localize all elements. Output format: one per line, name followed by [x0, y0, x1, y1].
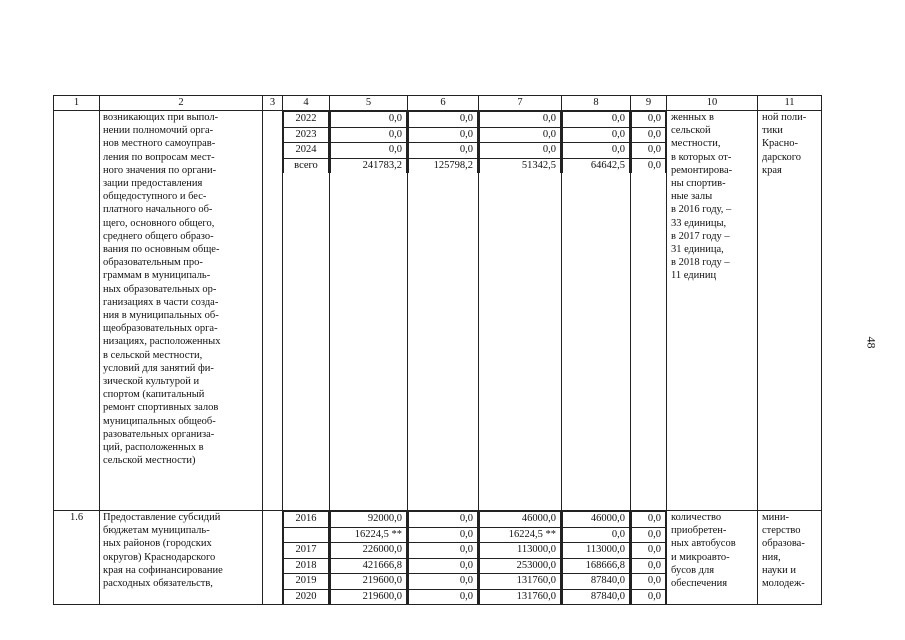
description-line: расходных обязательств,	[103, 578, 213, 590]
description-line: сельской местности)	[103, 455, 196, 467]
executor-line: Красно-	[762, 138, 798, 150]
amount-value: 0,0	[563, 127, 630, 143]
amount-value: 0,0	[563, 527, 630, 543]
result-line: обеспечения	[671, 578, 728, 590]
description-line: бюджетам муниципаль-	[103, 525, 210, 537]
executor-line: дарского	[762, 151, 802, 163]
result-cell	[667, 511, 758, 605]
description-line: нении полномочий орга-	[103, 125, 214, 137]
table-row	[54, 511, 822, 605]
row-number-cell: 1.6	[54, 511, 100, 605]
year-cell	[283, 111, 330, 511]
amount-value: 16224,5 **	[480, 527, 561, 543]
result-line: и микроавто-	[671, 551, 730, 563]
col7-subtable	[479, 511, 561, 604]
col9-cell	[631, 511, 667, 605]
description-line: условий для занятий фи-	[103, 362, 214, 374]
amount-value: 113000,0	[563, 543, 630, 559]
description-line: муниципальных общеоб-	[103, 415, 216, 427]
header-cell: 4	[283, 96, 330, 111]
amount-value: 226000,0	[331, 543, 407, 559]
amount-value: 0,0	[409, 543, 478, 559]
amount-value: 0,0	[563, 143, 630, 159]
amount-value: 0,0	[632, 127, 666, 143]
page-number: 48	[864, 336, 879, 349]
col9-subtable	[631, 511, 666, 604]
description-line: возникающих при выпол-	[103, 112, 219, 123]
result-line: в 2018 году –	[671, 257, 730, 269]
amount-value: 0,0	[409, 589, 478, 604]
result-cell	[667, 111, 758, 511]
result-line: сельской	[671, 125, 711, 137]
result-line: местности,	[671, 138, 721, 150]
description-line: спортом (капитальный	[103, 389, 205, 401]
description-line: граммам в муниципаль-	[103, 270, 211, 282]
executor-cell	[758, 111, 822, 511]
col9-cell	[631, 111, 667, 511]
description-line: ций, расположенных в	[103, 442, 204, 454]
description-line: платного начального об-	[103, 204, 213, 216]
result-line: женных в	[671, 112, 714, 123]
executor-line: ной поли-	[762, 112, 807, 123]
amount-value: 131760,0	[480, 589, 561, 604]
header-cell: 2	[100, 96, 263, 111]
result-line: в которых от-	[671, 151, 732, 163]
amount-value: 0,0	[632, 574, 666, 590]
amount-value: 0,0	[331, 112, 407, 128]
result-line: приобретен-	[671, 525, 727, 537]
col8-cell	[562, 111, 631, 511]
year-value: всего	[284, 158, 329, 173]
result-line: ремонтирова-	[671, 164, 733, 176]
description-line: ления по вопросам мест-	[103, 151, 215, 163]
year-value: 2017	[284, 543, 329, 559]
amount-value: 0,0	[480, 127, 561, 143]
col7-cell	[479, 111, 562, 511]
amount-value: 253000,0	[480, 558, 561, 574]
executor-line: молодеж-	[762, 578, 805, 590]
empty-col3-cell	[263, 511, 283, 605]
amount-value: 0,0	[409, 527, 478, 543]
description-line: ного значения по органи-	[103, 164, 217, 176]
amount-value: 421666,8	[331, 558, 407, 574]
amount-value: 64642,5	[563, 158, 630, 173]
executor-line: края	[762, 164, 782, 176]
header-cell: 6	[408, 96, 479, 111]
amount-value: 131760,0	[480, 574, 561, 590]
result-line: в 2017 году –	[671, 230, 730, 242]
col9-subtable	[631, 111, 666, 173]
amount-value: 0,0	[331, 143, 407, 159]
amount-value: 168666,8	[563, 558, 630, 574]
amount-value: 0,0	[632, 512, 666, 528]
amount-value: 0,0	[409, 574, 478, 590]
col5-subtable	[330, 111, 407, 173]
description-line: вания по основным обще-	[103, 244, 220, 256]
row-number-cell	[54, 111, 100, 511]
executor-line: образова-	[762, 538, 805, 550]
result-line: 33 единицы,	[671, 217, 727, 229]
amount-value: 0,0	[480, 112, 561, 128]
amount-value: 219600,0	[331, 589, 407, 604]
result-line: 31 единица,	[671, 244, 724, 256]
description-line: ния в муниципальных об-	[103, 310, 219, 322]
amount-value: 87840,0	[563, 589, 630, 604]
amount-value: 0,0	[409, 512, 478, 528]
amount-value: 0,0	[632, 543, 666, 559]
description-line: щего, основного общего,	[103, 217, 215, 229]
description-line: ганизациях в части созда-	[103, 296, 219, 308]
year-subtable	[283, 511, 329, 604]
year-value	[284, 527, 329, 543]
description-line: зации предоставления	[103, 178, 203, 190]
executor-line: науки и	[762, 564, 796, 576]
header-cell: 7	[479, 96, 562, 111]
amount-value: 0,0	[409, 112, 478, 128]
amount-value: 0,0	[632, 558, 666, 574]
executor-line: тики	[762, 125, 783, 137]
amount-value: 219600,0	[331, 574, 407, 590]
description-line: Предоставление субсидий	[103, 512, 221, 523]
year-value: 2023	[284, 127, 329, 143]
result-line: ны спортив-	[671, 178, 726, 190]
amount-value: 0,0	[632, 158, 666, 173]
year-subtable	[283, 111, 329, 173]
col8-subtable	[562, 111, 630, 173]
amount-value: 87840,0	[563, 574, 630, 590]
amount-value: 125798,2	[409, 158, 478, 173]
col6-subtable	[408, 111, 478, 173]
description-line: нов местного самоуправ-	[103, 138, 216, 150]
amount-value: 16224,5 **	[331, 527, 407, 543]
year-cell	[283, 511, 330, 605]
executor-line: ния,	[762, 551, 781, 563]
amount-value: 51342,5	[480, 158, 561, 173]
year-value: 2019	[284, 574, 329, 590]
description-line: ных районов (городских	[103, 538, 212, 550]
amount-value: 113000,0	[480, 543, 561, 559]
executor-line: стерство	[762, 525, 801, 537]
header-cell: 9	[631, 96, 667, 111]
result-line: в 2016 году, –	[671, 204, 732, 216]
description-line: общедоступного и бес-	[103, 191, 207, 203]
amount-value: 0,0	[632, 143, 666, 159]
year-value: 2018	[284, 558, 329, 574]
col5-cell	[330, 511, 408, 605]
col8-subtable	[562, 511, 630, 604]
amount-value: 0,0	[632, 112, 666, 128]
description-line: округов) Краснодарского	[103, 551, 216, 563]
col7-subtable	[479, 111, 561, 173]
year-value: 2016	[284, 512, 329, 528]
col6-cell	[408, 111, 479, 511]
amount-value: 46000,0	[480, 512, 561, 528]
empty-col3-cell	[263, 111, 283, 511]
executor-cell	[758, 511, 822, 605]
description-line: зической культурой и	[103, 376, 200, 388]
description-line: образовательным про-	[103, 257, 203, 269]
result-line: ные залы	[671, 191, 713, 203]
amount-value: 0,0	[409, 558, 478, 574]
col7-cell	[479, 511, 562, 605]
executor-line: мини-	[762, 512, 789, 523]
col6-cell	[408, 511, 479, 605]
result-line: бусов для	[671, 564, 715, 576]
col5-cell	[330, 111, 408, 511]
description-cell	[100, 511, 263, 605]
col8-cell	[562, 511, 631, 605]
result-line: 11 единиц	[671, 270, 717, 282]
result-line: количество	[671, 512, 722, 523]
year-value: 2022	[284, 112, 329, 128]
amount-value: 0,0	[409, 143, 478, 159]
header-cell: 8	[562, 96, 631, 111]
year-value: 2020	[284, 589, 329, 604]
header-cell: 11	[758, 96, 822, 111]
amount-value: 0,0	[480, 143, 561, 159]
description-line: среднего общего образо-	[103, 230, 214, 242]
description-cell	[100, 111, 263, 511]
col6-subtable	[408, 511, 478, 604]
description-line: ных образовательных ор-	[103, 283, 217, 295]
year-value: 2024	[284, 143, 329, 159]
col5-subtable	[330, 511, 407, 604]
amount-value: 0,0	[409, 127, 478, 143]
header-cell: 5	[330, 96, 408, 111]
description-line: разовательных организа-	[103, 428, 215, 440]
amount-value: 46000,0	[563, 512, 630, 528]
header-cell: 1	[54, 96, 100, 111]
description-line: ремонт спортивных залов	[103, 402, 219, 414]
amount-value: 241783,2	[331, 158, 407, 173]
table-header-row	[54, 96, 822, 111]
description-line: в сельской местности,	[103, 349, 203, 361]
header-cell: 10	[667, 96, 758, 111]
description-line: щеобразовательных орга-	[103, 323, 218, 335]
description-line: низациях, расположенных	[103, 336, 221, 348]
table-row	[54, 111, 822, 511]
amount-value: 0,0	[563, 112, 630, 128]
amount-value: 0,0	[632, 589, 666, 604]
amount-value: 0,0	[632, 527, 666, 543]
amount-value: 0,0	[331, 127, 407, 143]
result-line: ных автобусов	[671, 538, 736, 550]
amount-value: 92000,0	[331, 512, 407, 528]
header-cell: 3	[263, 96, 283, 111]
description-line: края на софинансирование	[103, 564, 223, 576]
program-table	[53, 95, 822, 605]
